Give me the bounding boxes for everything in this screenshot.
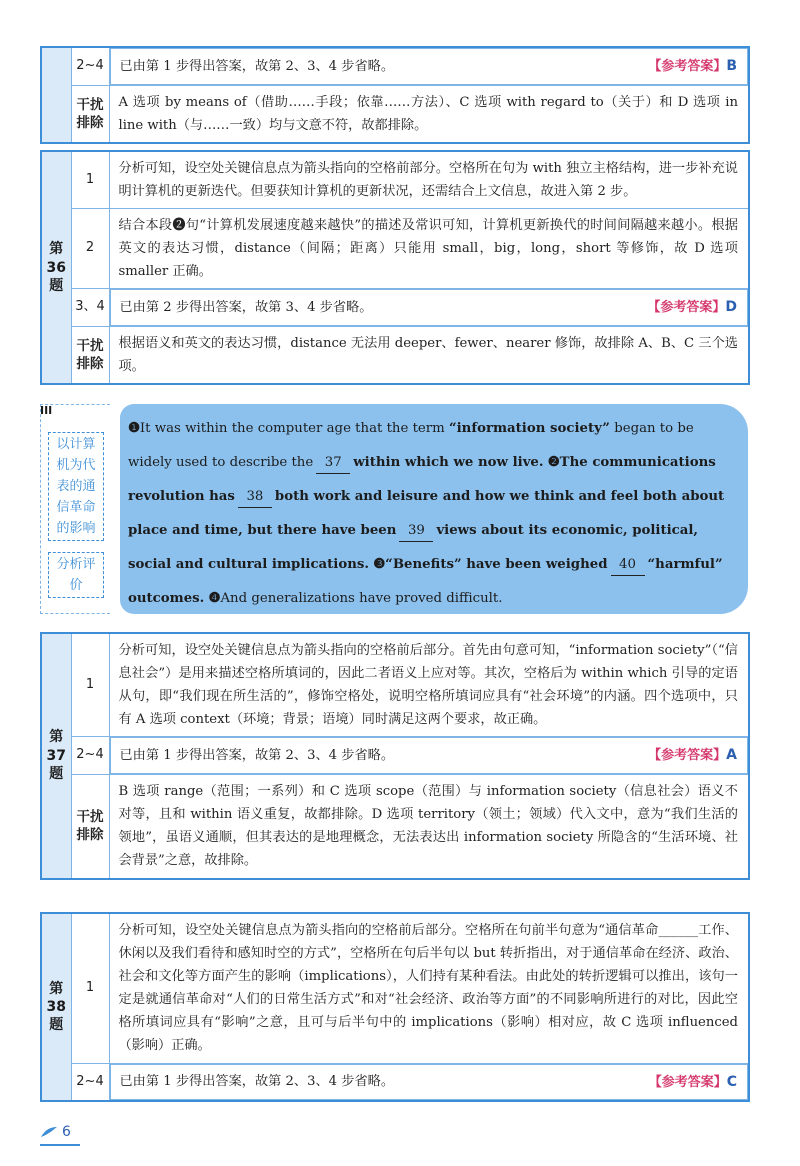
- page-number: 6: [62, 1124, 71, 1140]
- feather-icon: [40, 1126, 58, 1138]
- blank-37: 37: [316, 453, 350, 474]
- sentence-text: views about its economic, political, social and cultural implications.: [128, 523, 699, 572]
- answer-letter: C: [726, 1073, 737, 1090]
- sentence-number: ❸: [373, 557, 386, 572]
- step-cell: 2~4: [71, 47, 109, 85]
- step-cell: 2~4: [71, 1063, 109, 1101]
- q38-analysis-table: [40, 912, 750, 1102]
- step-cell: 1: [71, 633, 109, 737]
- sentence-text: It was within the computer age that the term: [139, 421, 449, 436]
- q35-analysis-table: [40, 46, 750, 144]
- reference-answer: [649, 1070, 737, 1095]
- step-cell: 2~4: [71, 737, 109, 775]
- step-content: [110, 289, 749, 326]
- question-label: 第37题: [41, 633, 71, 879]
- passage-text: [128, 412, 740, 616]
- sentence-text: And generalizations have proved difficult.: [220, 591, 503, 606]
- step-content: 结合本段❷句“计算机发展速度越来越快”的描述及常识可知，计算机更新换代的时间间隔越来越小。根据英文的表达习惯，distance（间隔；距离）只能用 small，big，long，short 等修饰，故 D 选项 smaller 正确。: [109, 209, 749, 289]
- q36-analysis-table: [40, 150, 750, 385]
- sentence-number: ❶: [128, 421, 140, 436]
- step-content: [110, 1064, 749, 1101]
- step-cell-distractor: 干扰排除: [71, 775, 109, 879]
- answer-label: 【参考答案】: [648, 1074, 727, 1090]
- step-content: 根据语义和英文的表达习惯，distance 无法用 deeper、fewer、nearer 修饰，故排除 A、B、C 三个选项。: [109, 327, 749, 385]
- reference-answer: [648, 54, 737, 79]
- answer-letter: B: [726, 58, 737, 74]
- step-cell: 1: [71, 151, 109, 209]
- step-cell: 1: [71, 913, 109, 1063]
- sentence-number: ❷: [547, 455, 560, 470]
- answer-label: 【参考答案】: [648, 59, 727, 74]
- q37-analysis-table: [40, 632, 750, 880]
- step-text: 已由第 1 步得出答案，故第 2、3、4 步省略。: [119, 748, 395, 764]
- step-content: A 选项 by means of（借助……手段；依靠……方法）、C 选项 with regard to（关于）和 D 选项 in line with（与……一致）均与文意不符，故都排除。: [109, 85, 749, 143]
- step-content: [110, 737, 749, 774]
- sentence-text: “harmful” outcomes.: [128, 557, 723, 606]
- key-term: “information society”: [448, 421, 610, 436]
- sentence-number: ❹: [208, 591, 221, 606]
- paragraph-topic-label: 以计算机为代表的通信革命的影响: [48, 432, 104, 541]
- question-label: 第36题: [41, 151, 71, 384]
- reference-answer: [648, 743, 737, 768]
- sentence-text: The communications revolution has: [128, 455, 716, 504]
- question-label: 第38题: [41, 913, 71, 1101]
- answer-label: 【参考答案】: [647, 300, 726, 316]
- blank-38: 38: [238, 487, 272, 508]
- step-cell-distractor: 干扰排除: [71, 327, 109, 385]
- step-text: 已由第 2 步得出答案，故第 3、4 步省略。: [119, 300, 373, 316]
- blank-39: 39: [399, 521, 433, 542]
- step-text: 已由第 1 步得出答案，故第 2、3、4 步省略。: [119, 58, 395, 74]
- page-footer: [40, 1124, 71, 1140]
- answer-label: 【参考答案】: [648, 748, 727, 764]
- answer-letter: D: [725, 299, 737, 316]
- blank-40: 40: [611, 555, 645, 576]
- step-content: 分析可知，设空处关键信息点为箭头指向的空格前后部分。空格所在句前半句意为“通信革命______工作、休闲以及我们看待和感知时空的方式”，空格所在句后半句以 but 转折指出，对于通信革命在经济、政治、社会和文化等方面产生的影响（implications），人们持有某种看法。由此处的转折逻辑可以推出，该句一定是就通信革命对“人们的日常生活方式”和对“社会经济、政治等方面”的不同影响所进行的对比，因此空格所填词应具有“影响”之意，且可与后半句中的 implications（影响）相对应，故 C 选项 influenced（影响）正确。: [109, 913, 749, 1063]
- sentence-text: both work and leisure and how we think and feel both about place and time, but there have been: [128, 489, 725, 538]
- step-cell: 3、4: [71, 289, 109, 327]
- reference-answer: [647, 295, 737, 320]
- step-cell-distractor: 干扰排除: [71, 85, 109, 143]
- analysis-label: 分析评价: [48, 552, 104, 598]
- step-content: B 选项 range（范围；一系列）和 C 选项 scope（范围）与 information society（信息社会）语义不对等，且和 within 语义重复，故都排除。D 选项 territory（领土；领域）代入文中，意为“我们生活的领地”，虽语义通顺，但其表达的是地理概念，无法表达出 information society 所隐含的“生活环境、社会背景”之意，故排除。: [109, 775, 749, 879]
- step-cell: 2: [71, 209, 109, 289]
- sentence-text: began to be widely used to describe the: [128, 421, 694, 470]
- step-content: 分析可知，设空处关键信息点为箭头指向的空格前后部分。首先由句意可知，“information society”（“信息社会”）是用来描述空格所填词的，因此二者语义上应对等。其次，空格后为 within which 引导的定语从句，即“我们现在所生活的”，修饰空格处，说明空格所填词应具有“社会环境”的内涵。四个选项中，只有 A 选项 context（环境；背景；语境）同时满足这两个要求，故正确。: [109, 633, 749, 737]
- paragraph-number: III: [40, 404, 53, 417]
- answer-letter: A: [726, 747, 737, 764]
- step-content: 分析可知，设空处关键信息点为箭头指向的空格前部分。空格所在句为 with 独立主格结构，进一步补充说明计算机的更新迭代。但要获知计算机的更新状况，还需结合上文信息，故进入第 2 步。: [109, 151, 749, 209]
- sentence-text: “Benefits” have been weighed: [385, 557, 608, 572]
- step-text: 已由第 1 步得出答案，故第 2、3、4 步省略。: [119, 1074, 395, 1090]
- sentence-text: within which we now live.: [353, 455, 544, 470]
- question-label-cell: [41, 47, 71, 143]
- footer-divider: [40, 1144, 80, 1146]
- step-content: [110, 48, 749, 85]
